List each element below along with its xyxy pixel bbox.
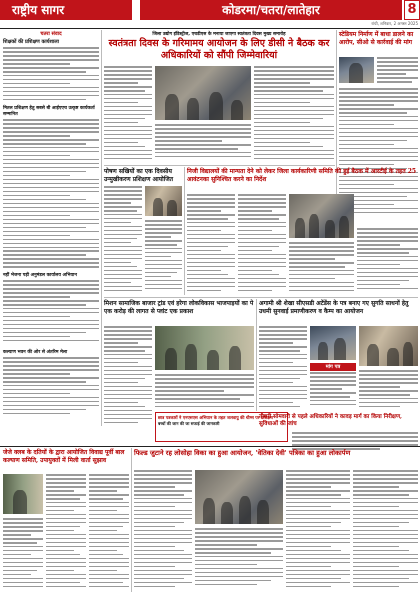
mid-box-subtitle: बच्चों की जान की जा सफाई की जानकारी [158,421,220,426]
bottom-mid-body-d [353,470,418,590]
lead-body-col1 [104,66,152,162]
lower-rule [104,297,418,298]
mid-right-photo [289,194,354,238]
right-top-photo [339,57,374,83]
lower-right-body-b [310,372,356,410]
left-story3-title: नहीं भेजना पड़ी अनुमंडल कार्यालय अभियान [3,273,77,278]
section-title: कोडरमा/चतरा/लातेहार [140,0,402,20]
bottom-mid-body-a [134,470,192,590]
mid-box-title: छात्र पत्रकारों ने एनएसएस अभियान के तहत जलवायु की थीम्स पर प्रशिक्षण [158,415,274,420]
city: रांची [371,21,378,26]
page-number: 8 [404,0,420,20]
lower-left-body-a [104,326,152,426]
bottom-left-headline: जेजे क्लब के दतियों के द्वारा आयोजित विवाद्य पूर्वी बाल कल्याण समिति, उपायुक्तों में मिली वार्ता सुझाव [3,449,125,464]
left-story2-title: मितल प्रशिक्षण हेतु सबसे बी आईएएच उत्कृष्ट कार्यकर्ता सम्मानित [3,106,95,117]
bottom-mid-headline: तीसरी सोमवारी से पहले अधिकारियों ने कावड़ मार्ग का किया निरीक्षण, सुविधाओं की जांच [259,414,402,427]
lower-divider [256,299,257,411]
lower-right-tag: मांग पत्र [310,363,356,371]
mid-rule [104,165,335,166]
mid-right-body-c [289,242,354,294]
bottom-rule [0,446,420,447]
right-top-headline: स्टेडियम निर्माण में बाधा डालने का आरोप, सीओ से कार्रवाई की मांग [339,31,414,46]
left-story3-body [3,280,99,346]
mid-right-body-b [238,194,286,294]
lead-body-col3 [254,66,334,162]
bottom-mid-band-headline: फिल्ड जुटाने रह लोसोहा विका का हुआ आयोजन, 'वेतिका देवी' पत्रिका का हुआ लोकार्पण [134,449,351,457]
left-story1-body [3,47,99,101]
masthead-rule [0,28,420,29]
lower-right-photo [310,326,356,360]
right-top-body-a [377,57,418,85]
lower-right-body-c [359,370,418,410]
left-kicker: चतरा संवाद [40,31,62,37]
mid-right-body-a [187,194,235,294]
mid-right-body-d [357,228,418,294]
lead-photo [155,66,251,120]
issue-date: शनिवार, 2 अगस्त 2025 [380,21,418,26]
bottom-mid-body-c [286,470,350,590]
bottom-mid-body-b [195,528,283,590]
lower-right-headline: अगामी श्री शेखा सीएसडी अटेंडेंस के पत्र बनाए गए सुगति साधनों हेतु उधमी सुनवाई प्रमाणीकरण व कैम्प का आयोजन [259,300,409,315]
bottom-left-photo [3,474,43,514]
mid-right-headline: निजी विद्यालयों की मान्यता देने को लेकर जिला कार्यकारिणी समिति की हुई बैठक में आरटीई के तहत 25 आवंटनका सुनिश्चित करने का निर्देश [187,168,417,183]
bottom-left-body-b [3,518,43,590]
lower-right-body-a [259,326,307,410]
bottom-divider [131,448,132,592]
lead-body-col2 [155,124,251,162]
mid-left-headline: पोषण सखियों का एक दिवसीय उन्मुखीकरण प्रशिक्षण आयोजित [104,168,174,183]
lower-left-headline: मिशन सामाजिक बाजार ट्रांड एवं हरेगा लोकविकास भाजपाइयों का पे एक करोड़ की लागत से प्लांट एक प्रकाश [104,300,254,315]
paper-name: राष्ट्रीय सागर [0,0,132,20]
mid-left-body-b [145,220,182,294]
bottom-mid-photo [195,470,283,524]
lower-left-body-b [155,374,254,410]
mid-left-photo [145,186,182,216]
lower-left-photo [155,326,254,370]
mid-divider [184,167,185,295]
lead-kicker: जिला उद्योग इंडिस्ट्रीज, एचडीएस के मनाया जाएगा स्वतंत्रता दिवस मुख्य समारोह [152,32,286,37]
lower-right-photo2 [359,326,418,366]
bottom-left-body-c [89,474,129,590]
lead-headline: स्वतंत्रता दिवस के गरिमामय आयोजन के लिए डीसी ने बैठक कर अधिकारियों को सौंपी जिम्मेवारियां [108,38,330,61]
left-story1-title: शिक्षकों की प्रशिक्षण कार्यशाला [3,39,59,45]
left-story4-title: कल्याण भवन की ओर से अंतरिम मेला [3,350,68,355]
mid-left-body-a [104,186,142,294]
left-story4-body [3,357,99,419]
left-column [3,31,99,419]
left-column-divider [101,30,102,426]
bottom-left-body-a [46,474,86,590]
date-line: रांची, शनिवार, 2 अगस्त 2025 [371,21,418,26]
left-story2-body [3,119,99,269]
